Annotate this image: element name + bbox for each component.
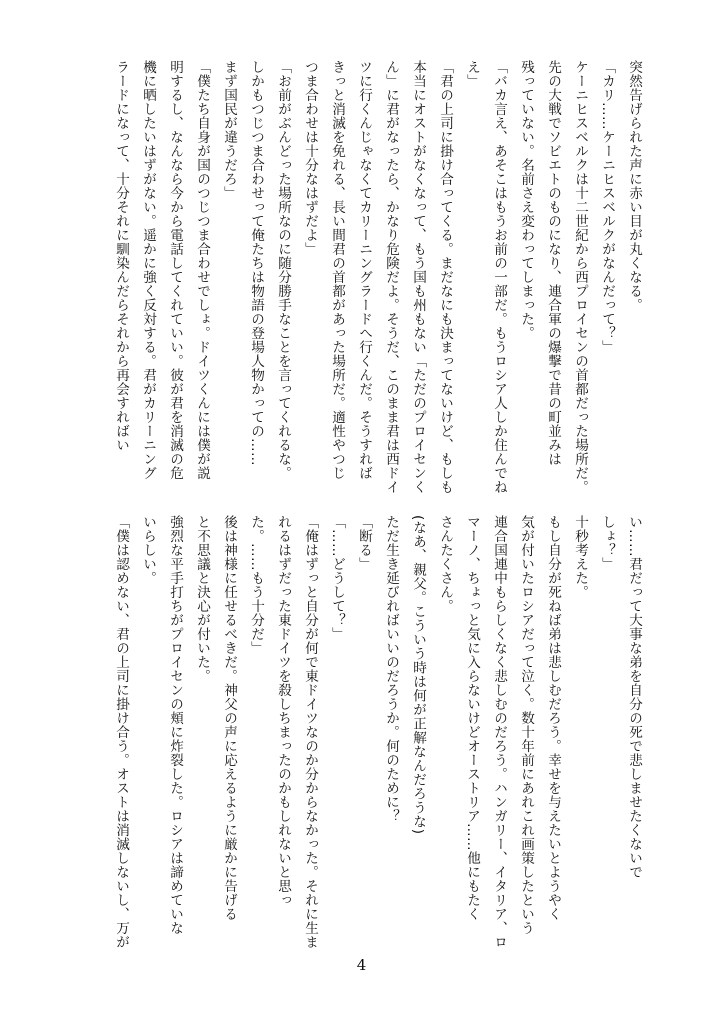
text-line: きっと消滅を免れる、長い間君の首都があった場所だ。適性やつじ (329, 60, 345, 480)
text-line: もし自分が死ねば弟は悲しむだろう。幸せを与えたいとようやく (545, 515, 561, 921)
text-block-top (107, 60, 647, 494)
text-line: た。……もう十分だ」 (248, 515, 264, 655)
text-line: マーノ、ちょっと気に入らないけどオーストリア……他にもたく (464, 515, 480, 921)
text-line: しかもつじつま合わせって俺たちは物語の登場人物かっての…… (248, 60, 264, 466)
text-line: 明するし、なんなら今から電話してくれていい。彼が君を消滅の危 (167, 60, 183, 480)
text-line: 突然告げられた声に赤い目が丸くなる。 (626, 60, 642, 312)
text-line: え」 (464, 60, 480, 88)
text-line: しょ？」 (599, 515, 615, 571)
text-line: 「断る」 (356, 515, 372, 571)
text-line: 強烈な平手打ちがプロイセンの頬に炸裂した。ロシアは諦めていな (167, 515, 183, 935)
text-line: い……君だって大事な弟を自分の死で悲しませたくないで (626, 515, 642, 879)
text-line: 十秒考えた。 (572, 515, 588, 599)
text-line: れるはずだった東ドイツを殺しちまったのかもしれないと思っ (275, 515, 291, 907)
text-line: 残っていない。名前さえ変わってしまった。 (518, 60, 534, 340)
text-line: (なあ、親父。こういう時は何が正解なんだろうな) (410, 515, 426, 835)
text-line: 機に晒したいはずがない。遥かに強く反対する。君がカリーニング (140, 60, 156, 480)
text-line: 後は神様に任せるべきだ。神父の声に応えるように厳かに告げる (221, 515, 237, 921)
text-line: 連合国連中もらしくなく悲しむのだろう。ハンガリー、イタリア、ロ (491, 515, 507, 949)
text-line: さんたくさん。 (437, 515, 453, 613)
text-line: 気が付いたロシアだって泣く。数十年前にあれこれ画策したという (518, 515, 534, 935)
text-line: 「お前がぶんどった場所なのに随分勝手なことを言ってくれるな。 (275, 60, 291, 480)
text-line: 先の大戦でソビエトのものになり、連合軍の爆撃で昔の町並みは (545, 60, 561, 466)
text-line: ツに行くんじゃなくてカリーニングラードへ行くんだ。そうすれば (356, 60, 372, 480)
text-line: つま合わせは十分なはずだよ」 (302, 60, 318, 256)
text-line: ただ生き延びればいいのだろうか。何のために？ (383, 515, 399, 823)
text-line: 本当にオストがなくなって、もう国も州もない「ただのプロイセンく (410, 60, 426, 494)
page-number: 4 (356, 956, 367, 974)
text-line: 「カリ……ケーニヒスベルクがなんだって？」 (599, 60, 615, 354)
text-line: ラードになって、十分それに馴染んだらそれから再会すればい (113, 60, 129, 452)
text-line: 「俺はずっと自分が何で東ドイツなのか分からなかった。それに生ま (302, 515, 318, 949)
text-line: まず国民が違うだろ」 (221, 60, 237, 200)
text-line: と不思議と決心が付いた。 (194, 515, 210, 683)
text-line: ケーニヒスベルクは十二世紀から西プロイセンの首都だった場所だ。 (572, 60, 588, 494)
text-line: ん」に君がなったら、かなり危険だよ。そうだ、このまま君は西ドイ (383, 60, 399, 494)
text-line: 「君の上司に掛け合ってくる。まだなにも決まってないけど、もしも (437, 60, 453, 494)
text-line: いらしい。 (140, 515, 156, 585)
text-line: 「僕は認めない、君の上司に掛け合う。オストは消滅しないし、万が (113, 515, 129, 949)
text-line: 「バカ言え、あそこはもうお前の一部だ。もうロシア人しか住んでね (491, 60, 507, 494)
text-block-bottom (107, 515, 647, 955)
text-line: 「……どうして？」 (329, 515, 345, 641)
text-line: 「僕たち自身が国のつじつま合わせでしょ。ドイツくんには僕が説 (194, 60, 210, 480)
